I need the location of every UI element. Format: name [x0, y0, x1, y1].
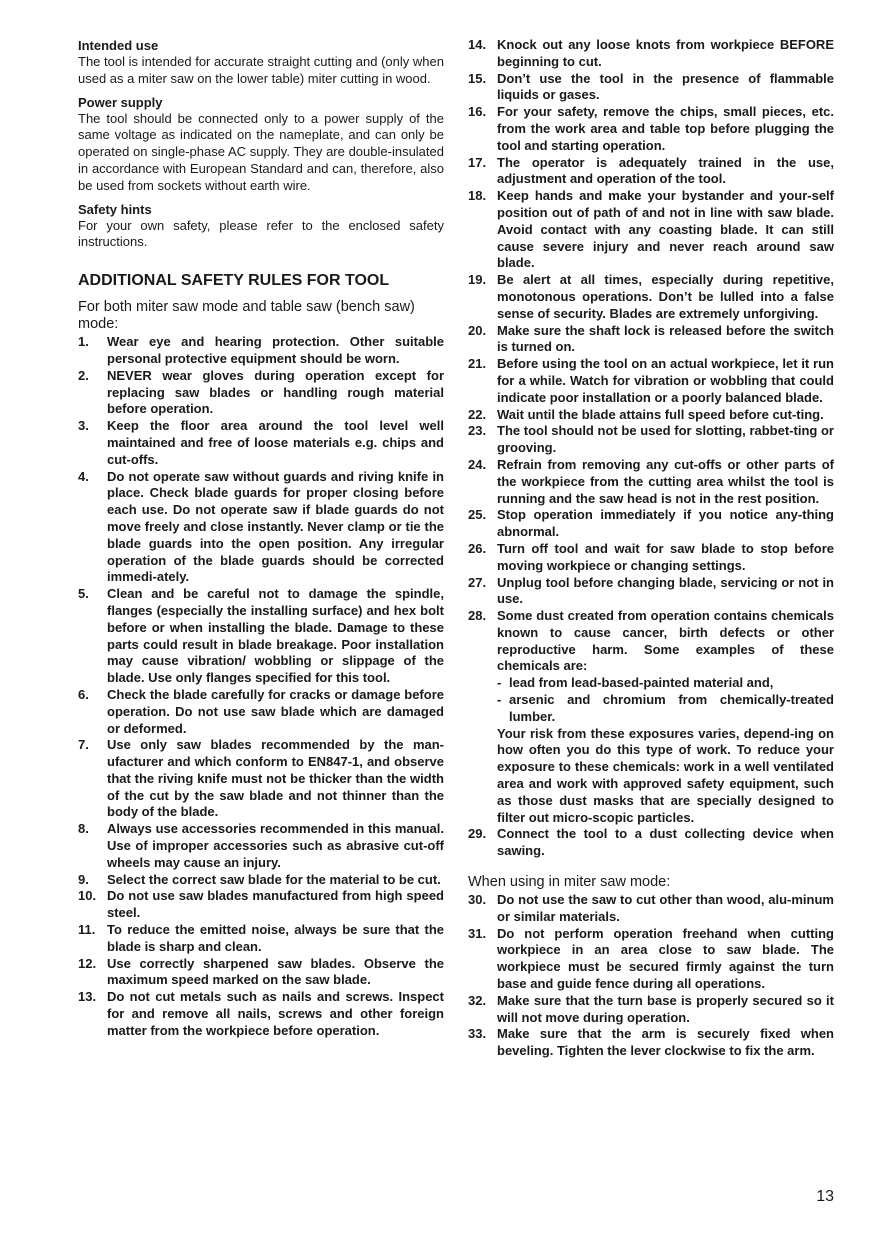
rule-number: 16. — [468, 104, 487, 120]
rule-item — [468, 104, 834, 154]
rule-text: Use correctly sharpened saw blades. Observe the maximum speed marked on the saw blade. — [107, 955, 444, 988]
safety-hints-section — [78, 201, 444, 252]
rule-text: Stop operation immediately if you notice any-thing abnormal. — [497, 507, 834, 540]
rule-item — [468, 892, 834, 926]
rule-number: 22. — [468, 406, 487, 422]
rule-number: 13. — [78, 989, 97, 1005]
rule-text: Always use accessories recommended in this manual. Use of improper accessories such as abrasive cut-off wheels may cause an injury. — [107, 821, 444, 870]
dash: - — [497, 692, 502, 708]
rule-number: 20. — [468, 322, 487, 338]
rule-item — [468, 356, 834, 406]
rule-number: 12. — [78, 955, 97, 971]
dash: - — [497, 675, 502, 691]
rule-number: 3. — [78, 418, 89, 434]
rule-item — [78, 368, 444, 418]
rule-number: 23. — [468, 423, 487, 439]
rule-text: Before using the tool on an actual workpiece, let it run for a while. Watch for vibration or wobbling that could indicate poor installation or a poorly balanced blade. — [497, 356, 834, 405]
rule-text: Clean and be careful not to damage the spindle, flanges (especially the installing surface) and hex bolt before or when installing the blade. Damage to these parts could result in blade breakage. Poor installation may cause vibration/ wobbling or slippage of the blade. Use only flanges specified for this tool. — [107, 586, 444, 686]
safety-hints-heading: Safety hints — [78, 201, 152, 217]
rule-item — [468, 507, 834, 541]
rule-28-intro: Some dust created from operation contains chemicals known to cause cancer, birth defects or other reproductive harm. Some examples of these chemicals are: — [497, 608, 834, 674]
rule-number: 11. — [78, 922, 96, 938]
rule-28-followup: Your risk from these exposures varies, depend-ing on how often you do this type of work. To reduce your exposure to these chemicals: work in a well ventilated area and work with approved safety equipment, such as those dust masks that are specially designed to filter out micro-scopic particles. — [497, 725, 834, 825]
rule-text: Refrain from removing any cut-offs or other parts of the workpiece from the cutting area whilst the tool is running and the saw head is not in the rest position. — [497, 456, 834, 506]
rule-number: 31. — [468, 925, 487, 941]
rule-text: Use only saw blades recommended by the man-ufacturer and which conform to EN847-1, and observe that the riving knife must not be thicker than the width of the cut by the saw blade and not thinner than the body of the blade. — [107, 737, 444, 820]
miter-mode-heading: When using in miter saw mode: — [468, 874, 671, 891]
rule-text: Check the blade carefully for cracks or damage before operation. Do not use saw blade which are damaged or deformed. — [107, 686, 444, 736]
chemicals-list — [497, 675, 834, 725]
rule-item — [78, 469, 444, 587]
rule-number: 9. — [78, 871, 89, 887]
rule-item — [468, 575, 834, 609]
rule-number: 30. — [468, 892, 487, 908]
rule-item-28 — [468, 608, 834, 826]
rule-number: 32. — [468, 992, 487, 1008]
rule-text: The tool should not be used for slotting, rabbet-ting or grooving. — [497, 423, 834, 456]
rule-item — [78, 418, 444, 468]
rule-number: 28. — [468, 608, 487, 624]
rule-item — [468, 993, 834, 1027]
rule-number: 27. — [468, 574, 487, 590]
rule-item — [78, 586, 444, 687]
chemical-item — [497, 675, 834, 692]
both-modes-heading: For both miter saw mode and table saw (bench saw) mode: — [78, 299, 415, 333]
rule-number: 7. — [78, 737, 89, 753]
rule-text: Keep the floor area around the tool level well maintained and free of loose materials e.g. chips and cut-offs. — [107, 418, 444, 467]
rule-number: 5. — [78, 586, 89, 602]
rule-item — [468, 272, 834, 322]
rule-text: Do not operate saw without guards and riving knife in place. Check blade guards for proper closing before each use. Do not operate saw if blade guards do not move freely and close instantly. Never clamp or tie the blade guards into the open position. Any irregular operation of the blade guards should be corrected immedi-ately. — [107, 468, 444, 585]
rule-text: Do not cut metals such as nails and screws. Inspect for and remove all nails, screws and other foreign matter from the workpiece before operation. — [107, 989, 444, 1038]
rule-text: Be alert at all times, especially during repetitive, monotonous operations. Don’t be lulled into a false sense of security. Blades are extremely unforgiving. — [497, 272, 834, 321]
rule-text: Unplug tool before changing blade, servicing or not in use. — [497, 574, 834, 607]
intended-use-section — [78, 37, 444, 88]
rule-number: 2. — [78, 367, 89, 383]
rule-text: To reduce the emitted noise, always be sure that the blade is sharp and clean. — [107, 922, 444, 954]
rule-text: Select the correct saw blade for the material to be cut. — [107, 871, 441, 887]
rule-text: Keep hands and make your bystander and your-self position out of path of and not in line with saw blade. Avoid contact with any coasting blade. It can still cause severe injury and never reach around saw blade. — [497, 188, 834, 271]
rule-text: Make sure the shaft lock is released before the switch is turned on. — [497, 322, 834, 355]
left-column — [78, 37, 444, 1040]
rule-text: For your safety, remove the chips, small pieces, etc. from the work area and table top before plugging the tool and starting operation. — [497, 104, 834, 153]
rule-number: 15. — [468, 70, 487, 86]
chemical-text: arsenic and chromium from chemically-treated lumber. — [509, 692, 834, 724]
rule-text — [497, 608, 834, 826]
rule-item — [468, 826, 834, 860]
rule-item — [468, 188, 834, 272]
rule-item — [78, 989, 444, 1039]
rule-item — [78, 687, 444, 737]
rule-number: 14. — [468, 37, 487, 52]
rule-text: Turn off tool and wait for saw blade to stop before moving workpiece or changing settings. — [497, 540, 834, 573]
rule-text: Knock out any loose knots from workpiece BEFORE beginning to cut. — [497, 37, 834, 69]
rule-item — [468, 541, 834, 575]
rule-item — [468, 71, 834, 105]
rule-item — [78, 737, 444, 821]
rule-text: Don’t use the tool in the presence of flammable liquids or gases. — [497, 70, 834, 103]
rule-item — [78, 922, 444, 956]
rule-number: 4. — [78, 468, 89, 484]
rule-text: Connect the tool to a dust collecting device when sawing. — [497, 826, 834, 859]
chemical-item — [497, 692, 834, 726]
rule-number: 1. — [78, 334, 89, 350]
rules-list-miter — [468, 892, 834, 1060]
rule-text: Wait until the blade attains full speed before cut-ting. — [497, 406, 824, 422]
rule-text: Wear eye and hearing protection. Other suitable personal protective equipment should be worn. — [107, 334, 444, 366]
rule-number: 25. — [468, 507, 487, 523]
rules-list-left — [78, 334, 444, 1039]
rule-item — [78, 888, 444, 922]
page-number: 13 — [816, 1188, 834, 1205]
rule-text: Do not use the saw to cut other than wood, alu-minum or similar materials. — [497, 892, 834, 924]
intended-use-heading: Intended use — [78, 38, 159, 53]
right-column — [468, 37, 834, 1060]
rule-item — [468, 155, 834, 189]
rule-number: 17. — [468, 154, 487, 170]
rule-number: 19. — [468, 272, 487, 288]
rule-number: 8. — [78, 821, 89, 837]
additional-safety-rules-heading: ADDITIONAL SAFETY RULES FOR TOOL — [78, 272, 390, 290]
rule-item — [468, 1026, 834, 1060]
rule-number: 6. — [78, 686, 89, 702]
rule-number: 29. — [468, 826, 487, 842]
rule-number: 24. — [468, 456, 487, 472]
rule-number: 21. — [468, 356, 487, 372]
rule-number: 33. — [468, 1026, 487, 1042]
rule-item — [78, 872, 444, 889]
rule-text: Make sure that the turn base is properly secured so it will not move during operation. — [497, 992, 834, 1025]
rule-item — [78, 956, 444, 990]
power-supply-section — [78, 94, 444, 195]
rule-item — [78, 821, 444, 871]
rule-text: NEVER wear gloves during operation except for replacing saw blades or handling rough material before operation. — [107, 367, 444, 417]
power-supply-heading: Power supply — [78, 94, 163, 110]
power-supply-text: The tool should be connected only to a power supply of the same voltage as indicated on the nameplate, and can only be operated on single-phase AC supply. They are double-insulated in accordance with European Standard and can, therefore, also be used from sockets without earth wire. — [78, 110, 444, 193]
rule-text: Do not perform operation freehand when cutting workpiece in an area close to saw blade. The workpiece must be secured firmly against the turn base and guide fence during all operations. — [497, 925, 834, 992]
rule-number: 26. — [468, 540, 487, 556]
rule-item — [468, 423, 834, 457]
rule-text: Do not use saw blades manufactured from high speed steel. — [107, 888, 444, 921]
rule-item — [468, 323, 834, 357]
rule-text: Make sure that the arm is securely fixed when beveling. Tighten the lever clockwise to fix the arm. — [497, 1026, 834, 1059]
rule-text: The operator is adequately trained in the use, adjustment and operation of the tool. — [497, 154, 834, 187]
chemical-text: lead from lead-based-painted material and, — [509, 675, 774, 691]
rule-number: 10. — [78, 888, 97, 904]
rule-number: 18. — [468, 188, 487, 204]
rule-item — [468, 926, 834, 993]
rule-item — [78, 334, 444, 368]
rule-item — [468, 457, 834, 507]
intended-use-text: The tool is intended for accurate straight cutting and (only when used as a miter saw on the lower table) miter cutting in wood. — [78, 54, 444, 86]
rule-item — [468, 407, 834, 424]
safety-hints-text: For your own safety, please refer to the enclosed safety instructions. — [78, 217, 444, 250]
rule-item — [468, 37, 834, 71]
rules-list-right — [468, 37, 834, 860]
